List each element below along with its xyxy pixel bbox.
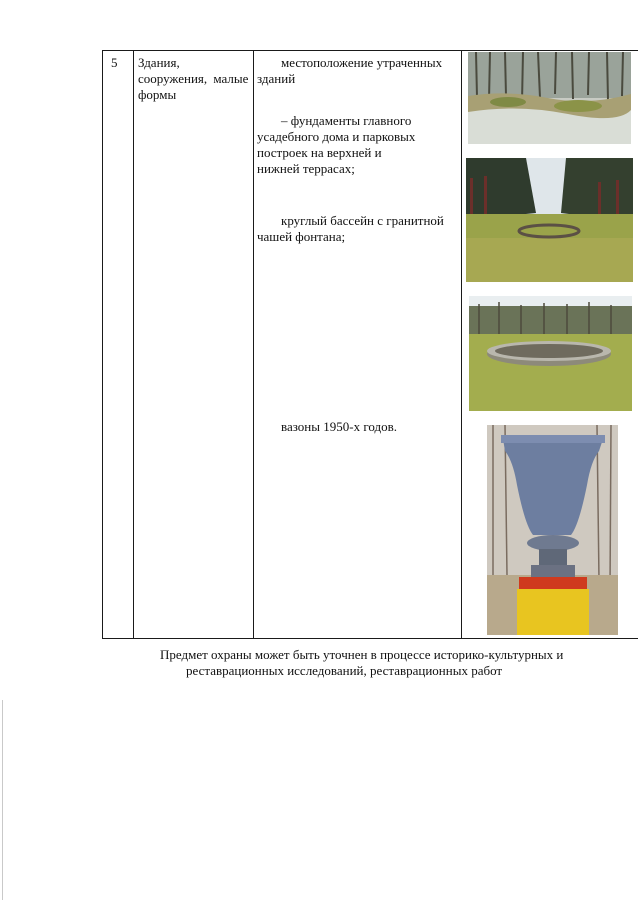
footer-line-2: реставрационных исследований, реставрационных работ xyxy=(186,663,503,678)
category-line: сооружения, малые xyxy=(138,71,249,86)
table-bottom-border xyxy=(102,638,638,639)
scan-artifact xyxy=(2,700,3,900)
pool-closeup-photo xyxy=(469,296,632,411)
table-left-border xyxy=(102,50,103,639)
item-vases: вазоны 1950-х годов. xyxy=(281,419,397,434)
category-line: Здания, xyxy=(138,55,180,70)
forest-ruins-photo xyxy=(468,52,631,144)
item-pool: круглый бассейн с гранитной чашей фонтана; xyxy=(257,213,444,244)
item-lost-buildings: местоположение утраченных зданий xyxy=(257,55,443,86)
footer-note xyxy=(160,647,600,679)
table-col-divider-3 xyxy=(461,50,462,639)
footer-line-1: Предмет охраны может быть уточнен в процессе историко-культурных и xyxy=(160,647,564,662)
row-number: 5 xyxy=(111,55,118,70)
vase-photo xyxy=(487,425,618,635)
pool-alley-photo xyxy=(466,158,633,282)
table-top-border xyxy=(102,50,638,51)
category-line: формы xyxy=(138,87,177,102)
table-col-divider-2 xyxy=(253,50,254,639)
item-foundations: – фундаменты главного усадебного дома и парковых построек на верхней и нижней террасах; xyxy=(257,113,416,176)
table-col-divider-1 xyxy=(133,50,134,639)
